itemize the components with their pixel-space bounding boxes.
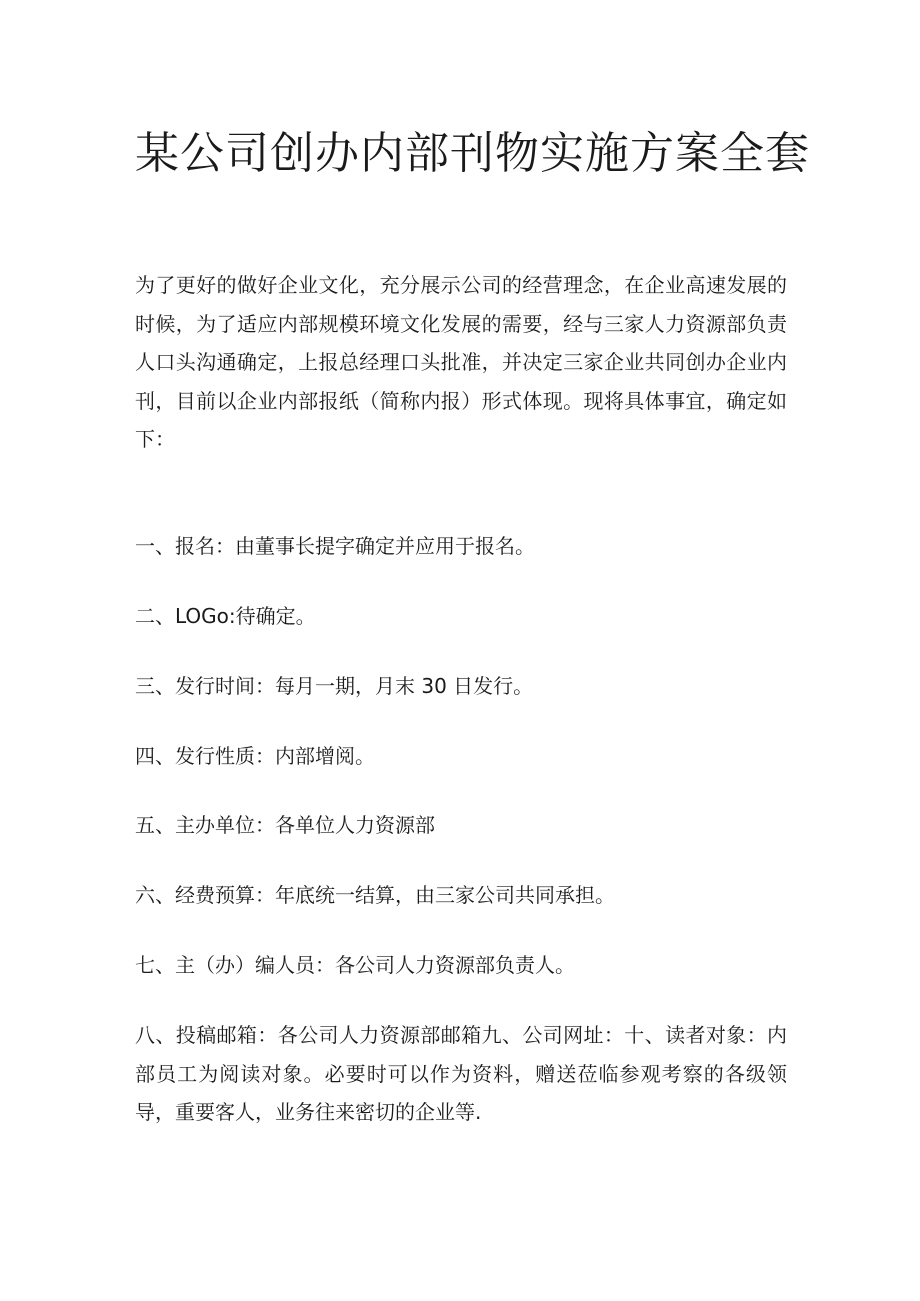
section-logo: 二、LOGo:待确定。 — [135, 604, 316, 628]
section-organizer: 五、主办单位：各单位人力资源部 — [135, 813, 435, 837]
section-editors: 七、主（办）编人员：各公司人力资源部负责人。 — [135, 953, 575, 977]
intro-paragraph: 为了更好的做好企业文化，充分展示公司的经营理念，在企业高速发展的时候，为了适应内部规模环境文化发展的需要，经与三家人力资源部负责人口头沟通确定，上报总经理口头批准，并决定三家企业共同创办企业内刊，目前以企业内部报纸（简称内报）形式体现。现将具体事宜，确定如下： — [135, 273, 787, 451]
section-budget: 六、经费预算：年底统一结算，由三家公司共同承担。 — [135, 883, 615, 907]
section-publish-time: 三、发行时间：每月一期，月末 30 日发行。 — [135, 674, 534, 698]
section-name: 一、报名：由董事长提字确定并应用于报名。 — [135, 534, 535, 558]
section-publish-nature: 四、发行性质：内部增阅。 — [135, 744, 375, 768]
section-contact-readers: 八、投稿邮箱：各公司人力资源部邮箱九、公司网址：十、读者对象：内部员工为阅读对象。必要时可以作为资料，赠送莅临参观考察的各级领导，重要客人，业务往来密切的企业等. — [135, 1023, 787, 1124]
document-title: 某公司创办内部刊物实施方案全套 — [135, 128, 810, 179]
